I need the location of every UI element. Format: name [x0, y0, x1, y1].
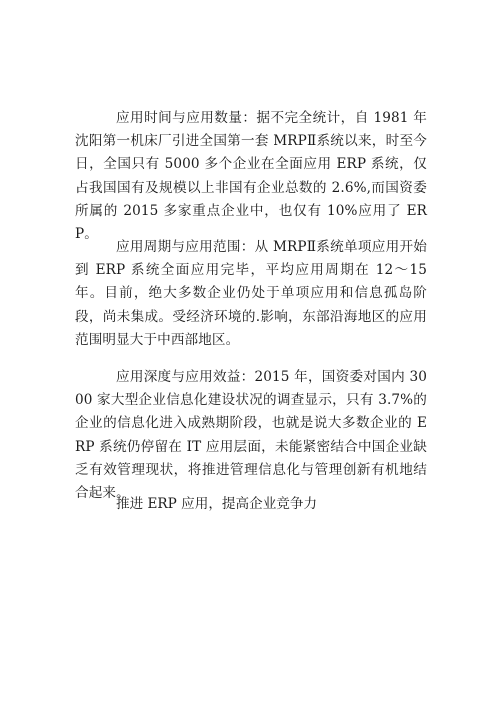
- paragraph-application-depth-and-benefit: 应用深度与应用效益：2015 年，国资委对国内 3000 家大型企业信息化建设状况的调查显示，只有 3.7%的企业的信息化进入成熟期阶段，也就是说大多数企业的 ERP 系统仍停留在 IT 应用层面，未能紧密结合中国企业缺乏有效管理现状，将推进管理信息化与管理创新有机地结合起来。: [75, 369, 427, 502]
- paragraph-application-cycle-and-scope: 应用周期与应用范围：从 MRPⅡ系统单项应用开始到 ERP 系统全面应用完毕，平均应用周期在 12～15 年。目前，绝大多数企业仍处于单项应用和信息孤岛阶段，尚未集成。受经济环境的.影响，东部沿海地区的应用范围明显大于中西部地区。: [75, 239, 427, 348]
- paragraph-application-time-and-quantity: 应用时间与应用数量：据不完全统计，自 1981 年沈阳第一机床厂引进全国第一套 MRPⅡ系统以来，时至今日，全国只有 5000 多个企业在全面应用 ERP 系统，仅占我国国有及规模以上非国有企业总数的 2.6%,而国资委所属的 2015 多家重点企业中，也仅有 10%应用了 ERP。: [75, 110, 427, 243]
- section-heading: 推进 ERP 应用，提高企业竞争力: [116, 496, 318, 512]
